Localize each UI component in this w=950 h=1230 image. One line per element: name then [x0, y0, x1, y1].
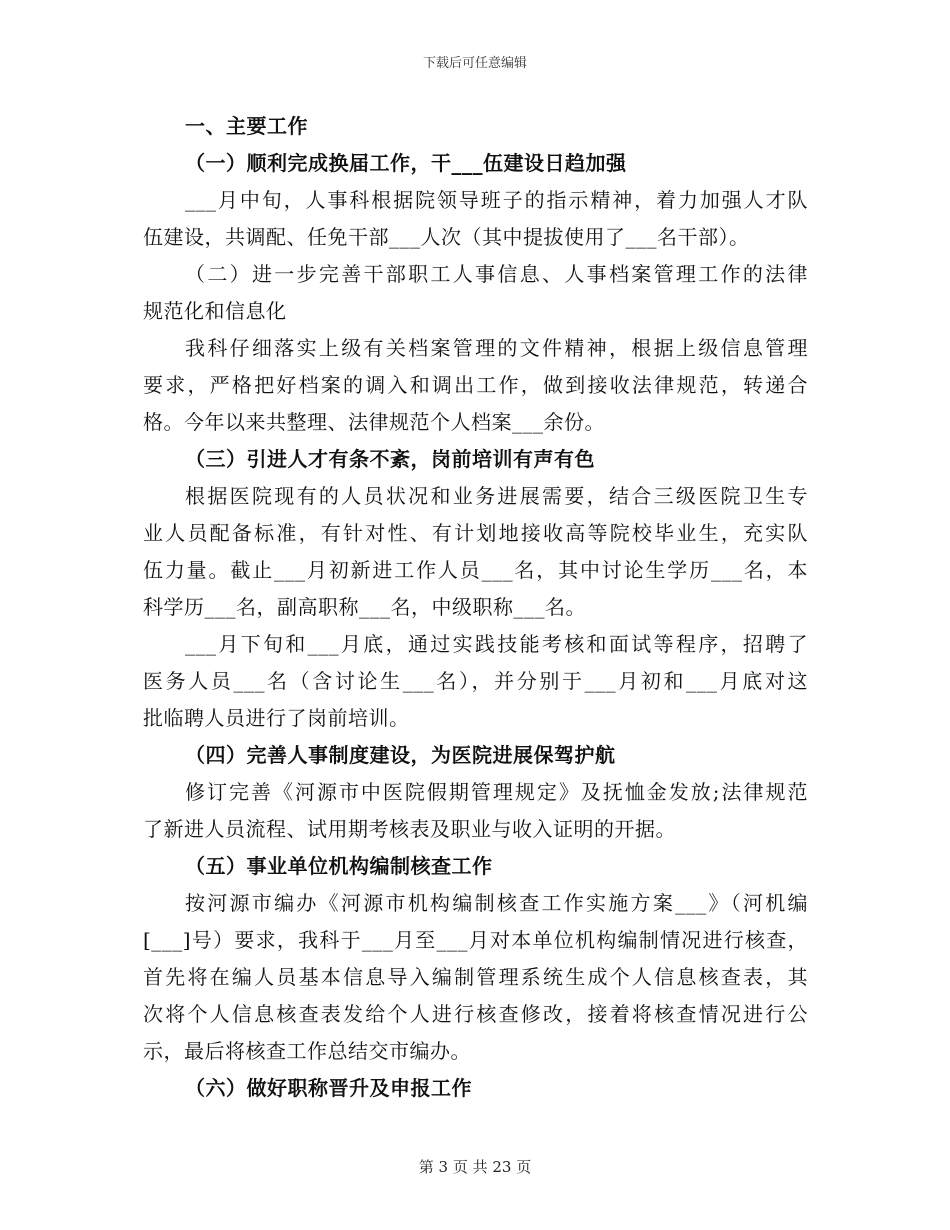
- paragraph-line: 示，最后将核查工作总结交市编办。: [143, 1039, 471, 1063]
- paragraph-line: 按河源市编办《河源市机构编制核查工作实施方案___》（河机编: [185, 891, 808, 915]
- paragraph-line: 批临聘人员进行了岗前培训。: [143, 706, 410, 730]
- paragraph-line: ___月下旬和___月底，通过实践技能考核和面试等程序，招聘了: [185, 632, 808, 656]
- subsection-heading: （一）顺利完成换届工作，干___伍建设日趋加强: [185, 151, 627, 175]
- page-footer: 第 3 页 共 23 页: [418, 1158, 532, 1176]
- paragraph-line: 了新进人员流程、试用期考核表及职业与收入证明的开据。: [143, 817, 676, 841]
- subsection-heading: 规范化和信息化: [143, 299, 287, 323]
- document-body: [143, 108, 808, 1107]
- paragraph-line: 业人员配备标准，有针对性、有计划地接收高等院校毕业生，充实队: [143, 521, 808, 545]
- paragraph-line: 修订完善《河源市中医院假期管理规定》及抚恤金发放;法律规范: [185, 780, 808, 804]
- subsection-heading: （五）事业单位机构编制核查工作: [185, 854, 493, 878]
- paragraph-line: 要求，严格把好档案的调入和调出工作，做到接收法律规范，转递合: [143, 373, 808, 397]
- paragraph-line: 我科仔细落实上级有关档案管理的文件精神，根据上级信息管理: [185, 336, 808, 360]
- paragraph-line: 科学历___名，副高职称___名，中级职称___名。: [143, 595, 586, 619]
- section-heading: 一、主要工作: [185, 114, 308, 138]
- paragraph-line: 格。今年以来共整理、法律规范个人档案___余份。: [143, 410, 605, 434]
- subsection-heading: （三）引进人才有条不紊，岗前培训有声有色: [185, 447, 595, 471]
- paragraph-line: ___月中旬，人事科根据院领导班子的指示精神，着力加强人才队: [185, 188, 808, 212]
- paragraph-line: 伍力量。截止___月初新进工作人员___名，其中讨论生学历___名，本: [143, 558, 808, 582]
- paragraph-line: [___]号）要求，我科于___月至___月对本单位机构编制情况进行核查，: [143, 928, 808, 952]
- paragraph-line: 伍建设，共调配、任免干部___人次（其中提拔使用了___名干部）。: [143, 225, 750, 249]
- subsection-heading: （六）做好职称晋升及申报工作: [185, 1076, 472, 1100]
- subsection-heading: （四）完善人事制度建设，为医院进展保驾护航: [185, 743, 616, 767]
- paragraph-line: 次将个人信息核查表发给个人进行核查修改，接着将核查情况进行公: [143, 1002, 808, 1026]
- paragraph-line: 医务人员___名（含讨论生___名），并分别于___月初和___月底对这: [143, 669, 808, 693]
- paragraph-line: 根据医院现有的人员状况和业务进展需要，结合三级医院卫生专: [185, 484, 808, 508]
- paragraph-line: 首先将在编人员基本信息导入编制管理系统生成个人信息核查表，其: [143, 965, 808, 989]
- subsection-heading: （二）进一步完善干部职工人事信息、人事档案管理工作的法律: [185, 262, 808, 286]
- page-header: 下载后可任意编辑: [422, 56, 527, 71]
